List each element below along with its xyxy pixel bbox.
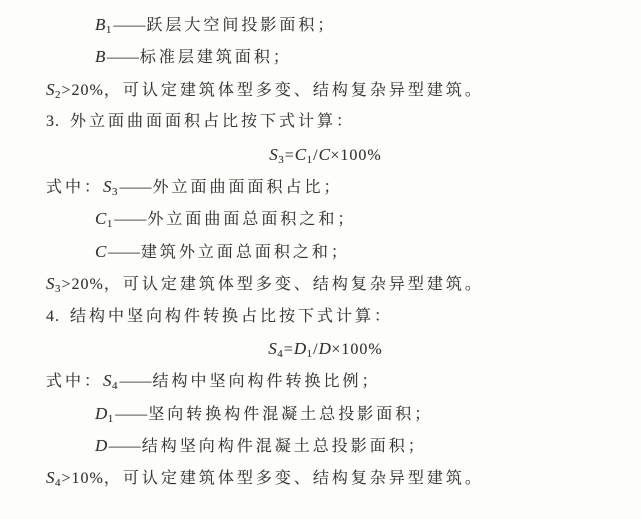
text-segment-var: S (46, 468, 55, 488)
text-segment-cjk: 外立面曲面面积占比按下式计算： (70, 113, 356, 131)
text-segment-num: / (313, 146, 319, 164)
text-segment-dash: —— (113, 17, 146, 34)
text-segment-dash: —— (108, 438, 141, 456)
where-s4 (0, 365, 641, 397)
text-segment-dash: —— (119, 178, 152, 196)
text-segment-sub: 2 (55, 88, 61, 101)
text-segment-cjk: 结构中坚向构件转换占比按下式计算： (70, 307, 394, 325)
text-segment-var: S (268, 338, 278, 358)
criterion-s2 (0, 74, 641, 106)
definition-d (0, 430, 641, 462)
text-segment-cjk: ，可认定建筑体型多变、结构复杂异型建筑。 (103, 470, 484, 488)
text-segment-cjk: ，可认定建筑体型多变、结构复杂异型建筑。 (103, 276, 484, 294)
text-segment-var: C (318, 144, 331, 164)
text-segment-var: C (95, 241, 107, 261)
text-segment-sub: 4 (55, 477, 61, 490)
text-segment-num: >20% (61, 276, 104, 294)
text-segment-cjk: 式中： (46, 178, 104, 196)
text-segment-sub: 3 (55, 283, 61, 296)
document-content (0, 9, 641, 495)
text-segment-num: 4. (46, 307, 65, 325)
definition-b1 (0, 9, 641, 41)
text-segment-cjk: 结构坚向构件混凝土总投影面积； (141, 438, 427, 456)
text-segment-sub: 4 (112, 380, 118, 393)
formula-s4 (5, 333, 641, 365)
text-segment-cjk: 跃层大空间投影面积； (146, 17, 337, 34)
text-segment-sub: 1 (106, 218, 113, 231)
text-segment-cjk: 坚向转换构件混凝土总投影面积； (148, 405, 434, 423)
text-segment-sub: 1 (107, 412, 114, 425)
text-segment-var: S (46, 274, 55, 294)
text-segment-cjk: 外立面曲面面积占比； (152, 178, 343, 196)
text-segment-cjk: 式中： (46, 373, 104, 391)
item-3-heading (0, 106, 641, 138)
text-segment-var: C (95, 209, 107, 229)
text-segment-num: >20% (61, 81, 104, 99)
text-segment-dash: —— (114, 211, 147, 229)
text-segment-var: S (269, 144, 279, 164)
criterion-s3 (0, 268, 641, 300)
text-segment-var: D (95, 436, 108, 456)
definition-c (0, 236, 641, 268)
text-segment-num: 3. (46, 113, 65, 131)
text-segment-dash: —— (106, 49, 139, 67)
text-segment-cjk: 建筑外立面总面积之和； (140, 243, 350, 261)
text-segment-var: S (46, 79, 55, 99)
text-segment-sub: 1 (306, 347, 313, 360)
text-segment-var: B (95, 15, 106, 34)
text-segment-dash: —— (115, 405, 148, 423)
text-segment-sub: 1 (105, 24, 112, 36)
text-segment-num: >10% (61, 470, 104, 488)
text-segment-var: S (103, 176, 113, 196)
text-segment-var: D (318, 338, 332, 358)
criterion-s4 (0, 462, 641, 494)
text-segment-sub: 3 (112, 185, 118, 198)
text-segment-num: ×100% (330, 146, 382, 164)
text-segment-dash: —— (119, 373, 152, 391)
formula-s3 (5, 139, 641, 171)
where-s3 (0, 171, 641, 203)
text-segment-var: D (95, 403, 108, 423)
text-segment-dash: —— (107, 243, 140, 261)
text-segment-num: = (283, 340, 294, 358)
text-segment-var: D (293, 338, 307, 358)
definition-b (0, 41, 641, 73)
definition-c1 (0, 203, 641, 235)
text-segment-cjk: 结构中坚向构件转换比例； (152, 373, 381, 391)
text-segment-sub: 1 (306, 153, 313, 166)
text-segment-num: / (313, 340, 319, 358)
text-segment-var: C (294, 144, 307, 164)
text-segment-var: S (103, 371, 113, 391)
text-segment-var: B (95, 47, 106, 67)
text-segment-sub: 4 (277, 347, 283, 360)
item-4-heading (0, 301, 641, 333)
text-segment-sub: 3 (278, 153, 284, 166)
definition-d1 (0, 398, 641, 430)
text-segment-num: ×100% (331, 340, 383, 358)
text-segment-cjk: 标准层建筑面积； (139, 49, 292, 67)
text-segment-cjk: ，可认定建筑体型多变、结构复杂异型建筑。 (103, 81, 484, 99)
text-segment-cjk: 外立面曲面总面积之和； (147, 211, 357, 229)
text-segment-num: = (284, 146, 295, 164)
